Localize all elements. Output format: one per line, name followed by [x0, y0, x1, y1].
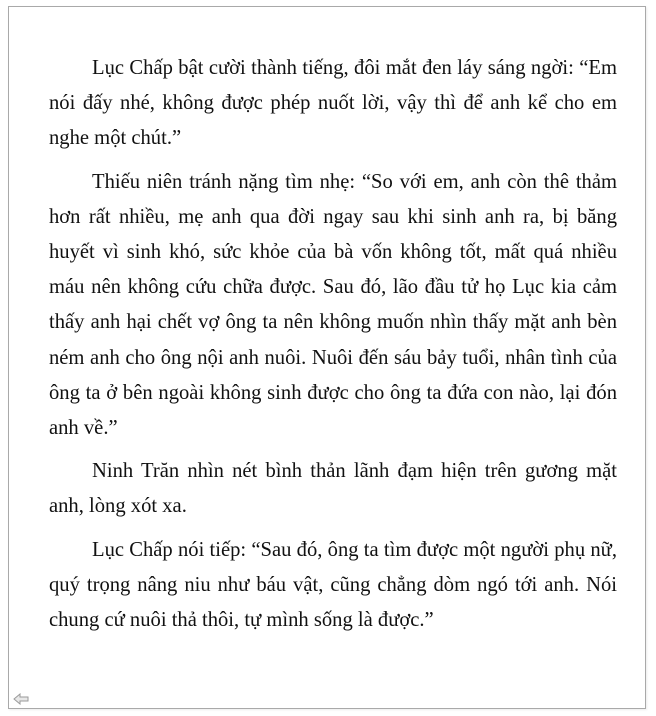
document-body	[49, 51, 617, 646]
paragraph: Lục Chấp bật cười thành tiếng, đôi mắt đen láy sáng ngời: “Em nói đấy nhé, không được phép nuốt lời, vậy thì để anh kể cho em nghe một chút.”	[49, 57, 617, 150]
arrow-left-icon[interactable]	[13, 692, 29, 704]
document-page	[8, 6, 646, 709]
paragraph: Thiếu niên tránh nặng tìm nhẹ: “So với em, anh còn thê thảm hơn rất nhiều, mẹ anh qua đời ngay sau khi sinh anh ra, bị băng huyết vì sinh khó, sức khỏe của bà vốn không tốt, mất quá nhiều máu nên không cứu chữa được. Sau đó, lão đầu tử họ Lục kia cảm thấy anh hại chết vợ ông ta nên không muốn nhìn thấy mặt anh bèn ném anh cho ông nội anh nuôi. Nuôi đến sáu bảy tuổi, nhân tình của ông ta ở bên ngoài không sinh được cho ông ta đứa con nào, lại đón anh về.”	[49, 170, 617, 440]
paragraph: Ninh Trăn nhìn nét bình thản lãnh đạm hiện trên gương mặt anh, lòng xót xa.	[49, 460, 617, 518]
paragraph: Lục Chấp nói tiếp: “Sau đó, ông ta tìm được một người phụ nữ, quý trọng nâng niu như báu vật, cũng chẳng dòm ngó tới anh. Nói chung cứ nuôi thả thôi, tự mình sống là được.”	[49, 538, 617, 632]
